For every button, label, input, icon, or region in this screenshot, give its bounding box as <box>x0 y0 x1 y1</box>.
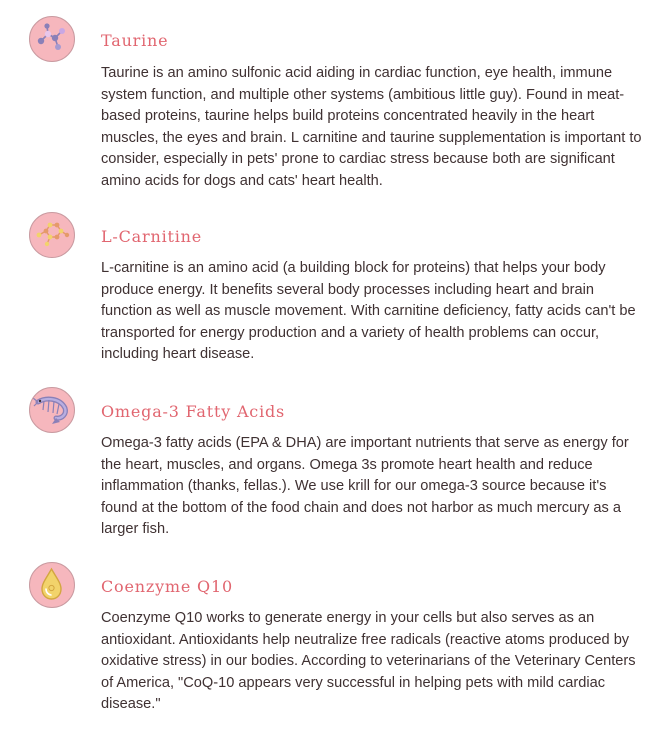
taurine-molecule-icon <box>29 16 75 62</box>
nutrient-title: Coenzyme Q10 <box>101 577 233 596</box>
nutrient-description: Coenzyme Q10 works to generate energy in your cells but also serves as an antioxidant. Antioxidants help neutralize free radicals (reactive atoms produced by oxidative stress) in our bodies. According to veterinarians of the Veterinary Centers of America, "CoQ-10 appears very successful in helping pets with mild cardiac disease." <box>101 610 636 712</box>
nutrient-title: Taurine <box>101 31 169 50</box>
nutrient-description: Taurine is an amino sulfonic acid aiding in cardiac function, eye health, immune system function, and multiple other systems (ambitious little guy). Found in meat-based proteins, taurine helps build proteins concentrated heavily in the heart muscles, the eyes and brain. L carnitine and taurine supplementation is important to consider, especially in pets' prone to cardiac stress because both are significant amino acids for dogs and cats' heart health. <box>101 65 642 189</box>
nutrient-description: L-carnitine is an amino acid (a building block for proteins) that helps your body produce energy. It benefits several body processes including heart and brain function as well as muscle movement. With carnitine deficiency, fatty acids can't be transported for energy production and a variety of health problems can occur, including heart disease. <box>101 260 636 362</box>
nutrient-title: Omega-3 Fatty Acids <box>101 402 286 421</box>
nutrient-title: L-Carnitine <box>101 227 203 246</box>
oil-drop-icon <box>29 562 75 608</box>
l-carnitine-molecule-icon <box>29 212 75 258</box>
nutrient-description: Omega-3 fatty acids (EPA & DHA) are important nutrients that serve as energy for the heart, muscles, and organs. Omega 3s promote heart health and reduce inflammation (thanks, fellas.). We use krill for our omega-3 source because it's found at the bottom of the food chain and does not harbor as much mercury as a larger fish. <box>101 435 629 537</box>
krill-icon <box>29 387 75 433</box>
